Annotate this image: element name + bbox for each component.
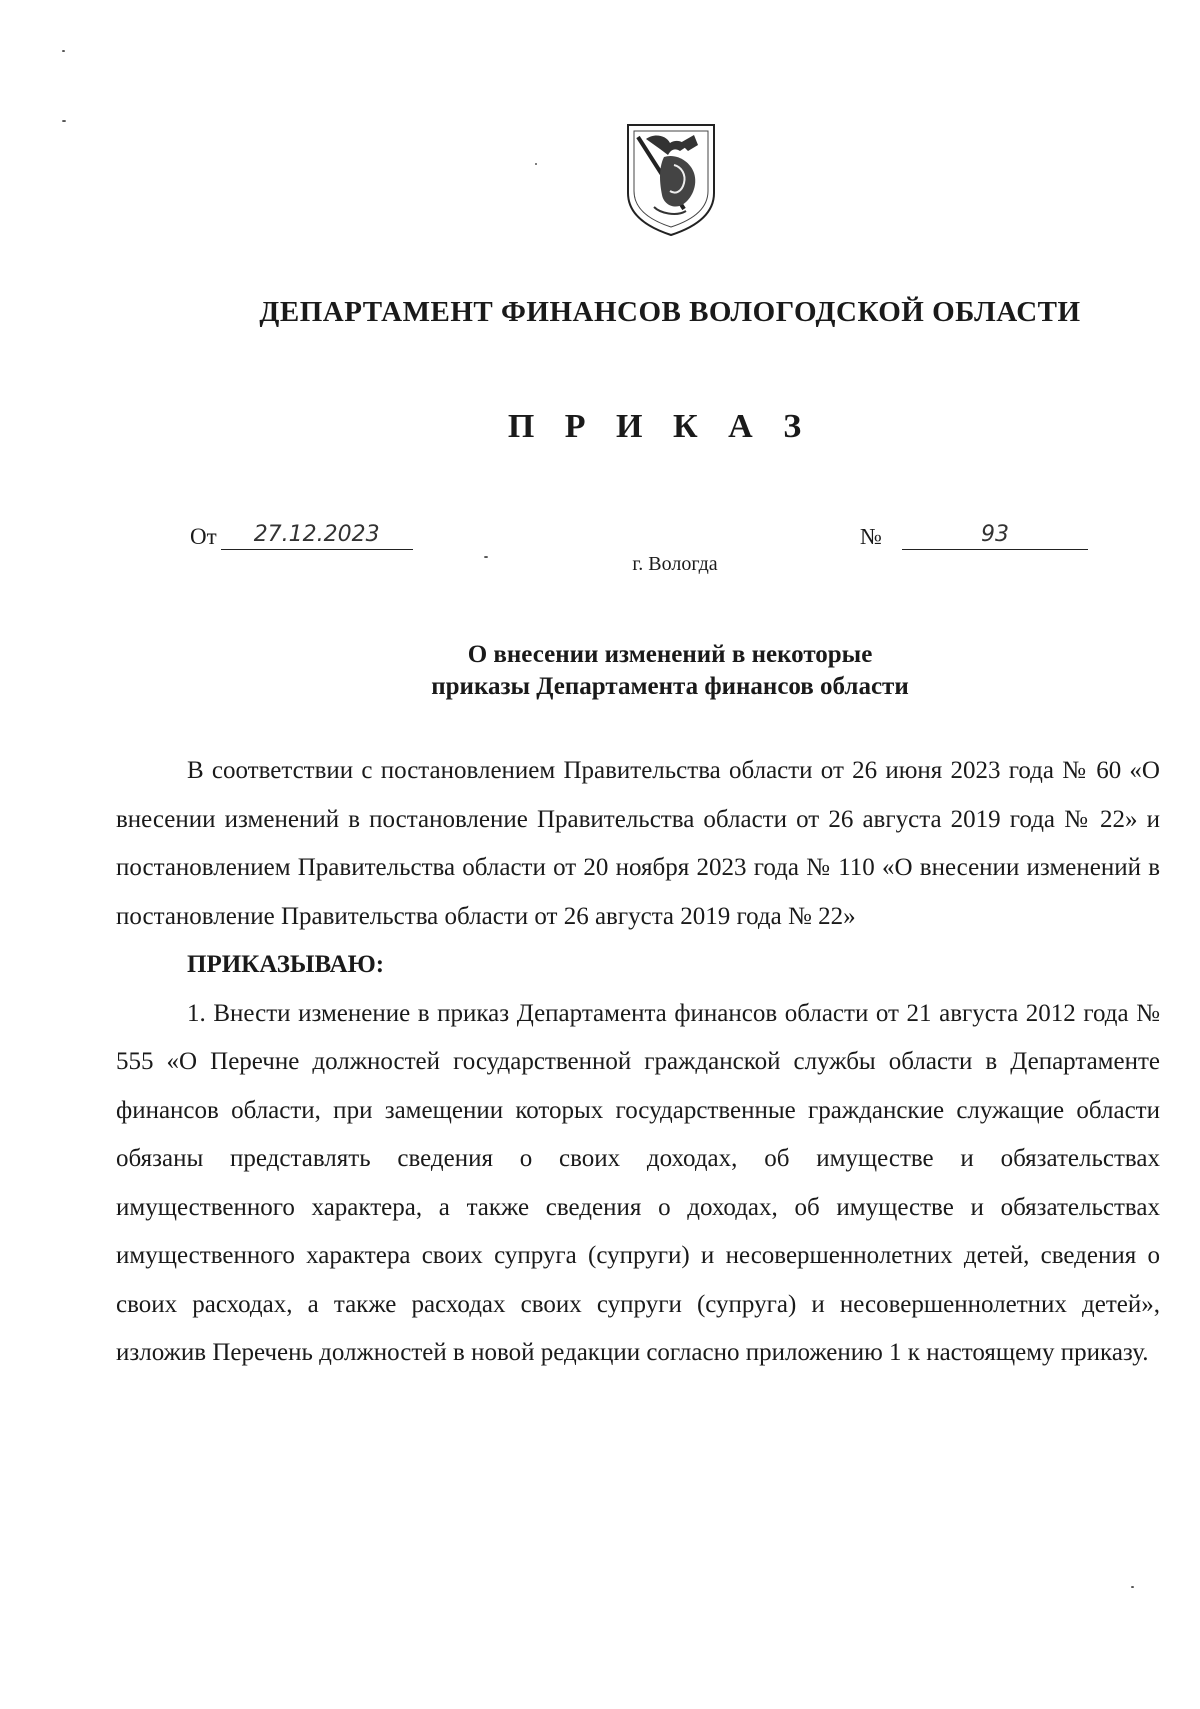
preamble-paragraph: В соответствии с постановлением Правительства области от 26 июня 2023 года № 60 «О внесении изменений в постановление Правительства области от 26 августа 2019 года № 22» и постановлением Правительства области от 20 ноября 2023 года № 110 «О внесении изменений в постановление Правительства области от 26 августа 2019 года № 22» [116,757,1160,930]
department-title: ДЕПАРТАМЕНТ ФИНАНСОВ ВОЛОГОДСКОЙ ОБЛАСТИ [259,296,1081,328]
number-field [860,523,1088,550]
item-1-paragraph: 1. Внести изменение в приказ Департамента финансов области от 21 августа 2012 года № 555 «О Перечне должностей государственной гражданской службы области в Департаменте финансов области, при замещении которых государственные гражданские служащие области обязаны представлять сведения о своих доходах, об имуществе и обязательствах имущественного характера, а также сведения о доходах, об имуществе и обязательствах имущественного характера своих супруга (супруги) и несовершеннолетних детей, сведения о своих расходах, а также расходах своих супруги (супруга) и несовершеннолетних детей», изложив Перечень должностей в новой редакции согласно приложению 1 к настоящему приказу. [116,999,1160,1366]
subject-line-2: приказы Департамента финансов области [431,673,909,700]
subject-line-1: О внесении изменений в некоторые [467,641,873,668]
scan-speck [62,50,65,52]
order-word: ПРИКАЗЫВАЮ: [187,951,385,978]
number-prefix: № [860,524,882,549]
document-type-title: П Р И К А З [507,408,813,445]
handwritten-date: 27.12.2023 [221,523,413,550]
scan-speck [535,163,537,165]
order-subject [0,639,1200,703]
scan-speck [1131,1586,1134,1588]
order-body [116,747,1160,1378]
vologda-coat-of-arms-icon [624,121,718,239]
date-prefix: От [190,524,217,549]
scan-speck [484,556,488,558]
handwritten-number: 93 [902,523,1088,550]
city-label: г. Вологда [632,553,718,575]
date-field [190,523,413,550]
scan-speck [62,120,66,122]
